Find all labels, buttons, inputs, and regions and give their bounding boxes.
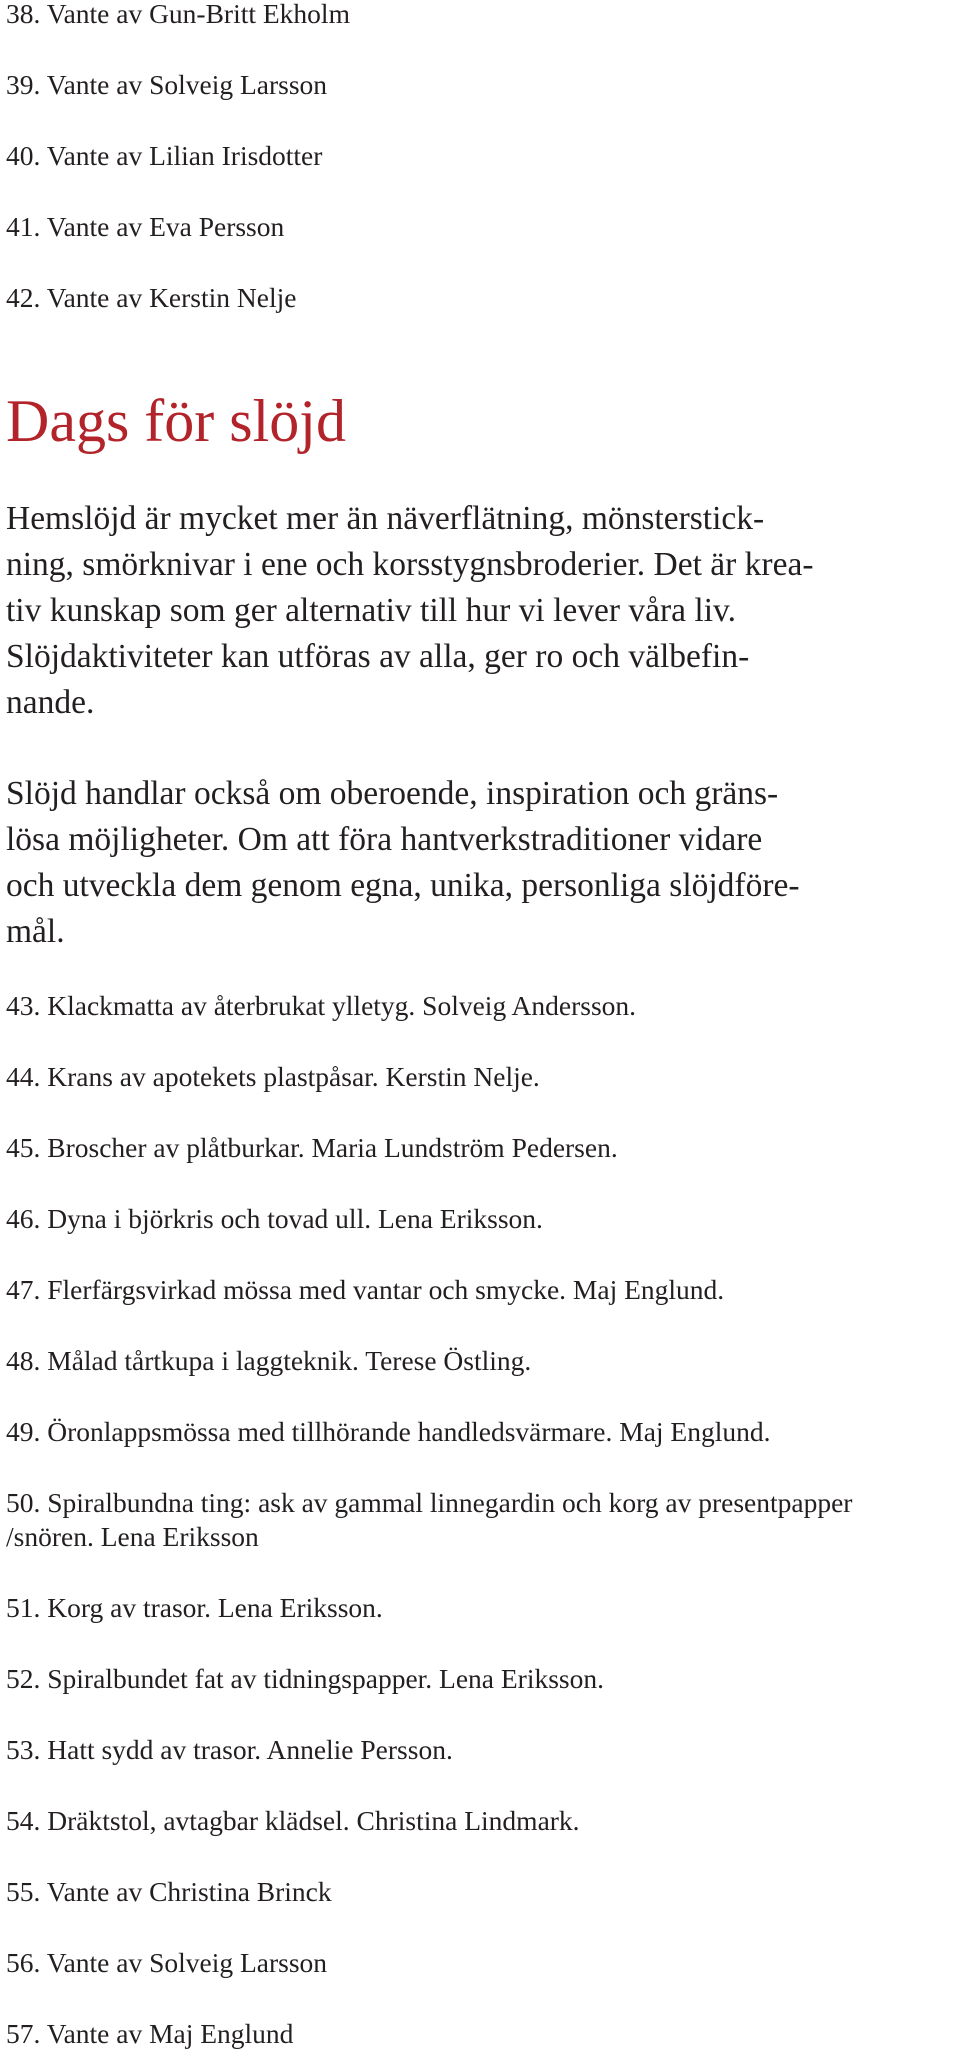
list-item-continuation: /snören. Lena Eriksson: [6, 1521, 259, 1552]
paragraph-line: tiv kunskap som ger alternativ till hur vi lever våra liv.: [6, 592, 736, 629]
list-item: 56. Vante av Solveig Larsson: [6, 1947, 328, 1978]
list-item: 43. Klackmatta av återbrukat ylletyg. Solveig Andersson.: [6, 990, 637, 1021]
list-item: 46. Dyna i björkris och tovad ull. Lena Eriksson.: [6, 1203, 543, 1234]
section-heading: Dags för slöjd: [6, 388, 346, 454]
paragraph-line: mål.: [6, 913, 65, 950]
paragraph-line: nande.: [6, 684, 95, 721]
list-item: 53. Hatt sydd av trasor. Annelie Persson.: [6, 1734, 453, 1765]
list-item: 41. Vante av Eva Persson: [6, 211, 285, 242]
list-item: 42. Vante av Kerstin Nelje: [6, 282, 297, 313]
paragraph-line: Slöjd handlar också om oberoende, inspiration och gräns-: [6, 775, 779, 812]
list-item: 44. Krans av apotekets plastpåsar. Kerstin Nelje.: [6, 1061, 540, 1092]
paragraph-line: och utveckla dem genom egna, unika, personliga slöjdföre-: [6, 867, 800, 904]
list-item: 50. Spiralbundna ting: ask av gammal linnegardin och korg av presentpapper: [6, 1487, 853, 1518]
paragraph-line: Slöjdaktiviteter kan utföras av alla, ger ro och välbefin-: [6, 638, 750, 675]
list-item: 49. Öronlappsmössa med tillhörande handledsvärmare. Maj Englund.: [6, 1416, 771, 1447]
list-item: 47. Flerfärgsvirkad mössa med vantar och smycke. Maj Englund.: [6, 1274, 725, 1305]
list-item: 40. Vante av Lilian Irisdotter: [6, 140, 323, 171]
paragraph-line: ning, smörknivar i ene och korsstygnsbroderier. Det är krea-: [6, 546, 814, 583]
list-item: 55. Vante av Christina Brinck: [6, 1876, 332, 1907]
list-item: 39. Vante av Solveig Larsson: [6, 69, 328, 100]
list-item: 48. Målad tårtkupa i laggteknik. Terese Östling.: [6, 1345, 532, 1376]
list-item: 38. Vante av Gun-Britt Ekholm: [6, 0, 350, 29]
list-item: 51. Korg av trasor. Lena Eriksson.: [6, 1592, 383, 1623]
paragraph-line: lösa möjligheter. Om att föra hantverkstraditioner vidare: [6, 821, 763, 858]
list-item: 54. Dräktstol, avtagbar klädsel. Christina Lindmark.: [6, 1805, 580, 1836]
list-item: 57. Vante av Maj Englund: [6, 2018, 294, 2049]
paragraph-line: Hemslöjd är mycket mer än näverflätning, mönsterstick-: [6, 500, 765, 537]
list-item: 45. Broscher av plåtburkar. Maria Lundström Pedersen.: [6, 1132, 618, 1163]
list-item: 52. Spiralbundet fat av tidningspapper. Lena Eriksson.: [6, 1663, 605, 1694]
